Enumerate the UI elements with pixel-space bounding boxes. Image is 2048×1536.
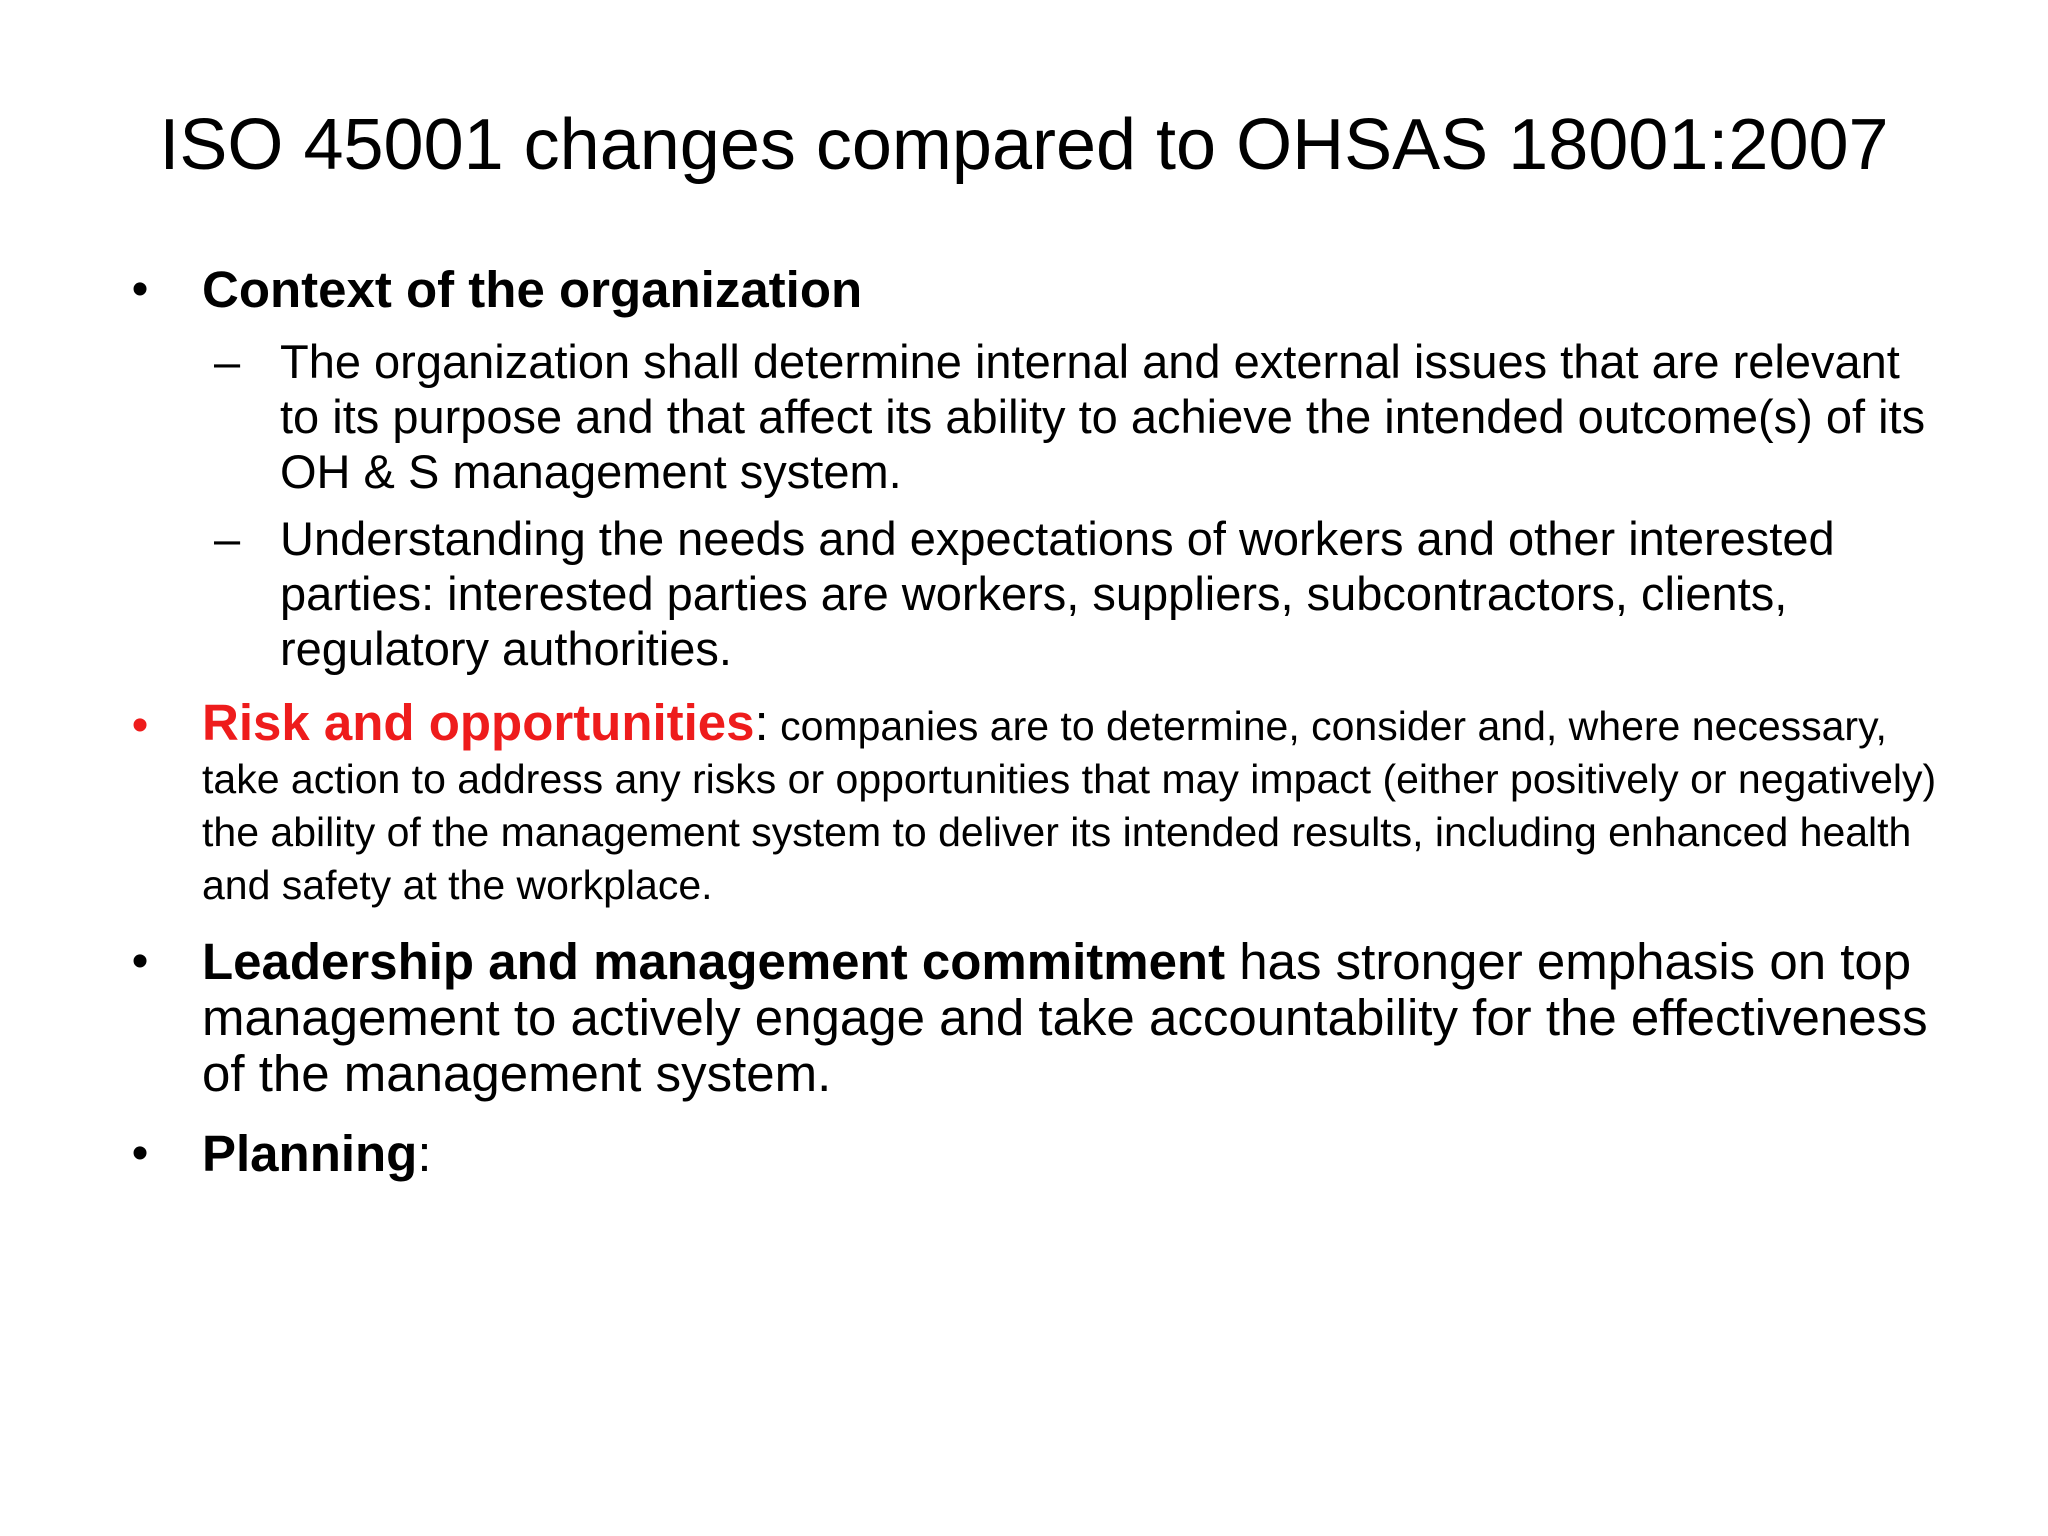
bullet-icon: • <box>131 699 149 752</box>
bullet-leadership <box>120 934 1950 1102</box>
subitem-text: Understanding the needs and expectations of workers and other interested parties: interested parties are workers, suppliers, subcontractors, clients, regulatory authorities. <box>280 512 1835 675</box>
bullet-planning <box>120 1126 1950 1182</box>
dash-icon: – <box>214 512 241 565</box>
bullet-text: has stronger emphasis on top management to actively engage and take accountability for the effectiveness of the management system. <box>202 933 1928 1102</box>
subitem-interested-parties <box>120 511 1950 676</box>
slide-title: ISO 45001 changes compared to OHSAS 18001:2007 <box>159 105 1889 185</box>
bullet-heading: Risk and opportunities <box>202 694 755 751</box>
bullet-heading: Context of the organization <box>202 261 863 318</box>
subitem-text: The organization shall determine internal and external issues that are relevant to its purpose and that affect its ability to achieve the intended outcome(s) of its OH & S management system. <box>280 335 1926 498</box>
bullet-separator: : <box>754 694 769 751</box>
bullet-icon: • <box>131 935 149 988</box>
dash-icon: – <box>214 335 241 388</box>
slide-body <box>120 262 1950 1198</box>
bullet-icon: • <box>131 263 149 316</box>
bullet-text: companies are to determine, consider and, where necessary, take action to address any risks or opportunities that may impact (either positively or negatively) the ability of the management system to deliver its intended results, including enhanced health and safety at the workplace. <box>202 703 1937 908</box>
bullet-heading: Planning <box>202 1125 418 1182</box>
bullet-icon: • <box>131 1127 149 1180</box>
bullet-context <box>120 262 1950 318</box>
subitem-internal-external-issues <box>120 334 1950 499</box>
bullet-heading: Leadership and management commitment <box>202 933 1226 990</box>
bullet-separator: : <box>417 1125 432 1182</box>
bullet-risk <box>120 694 1950 910</box>
